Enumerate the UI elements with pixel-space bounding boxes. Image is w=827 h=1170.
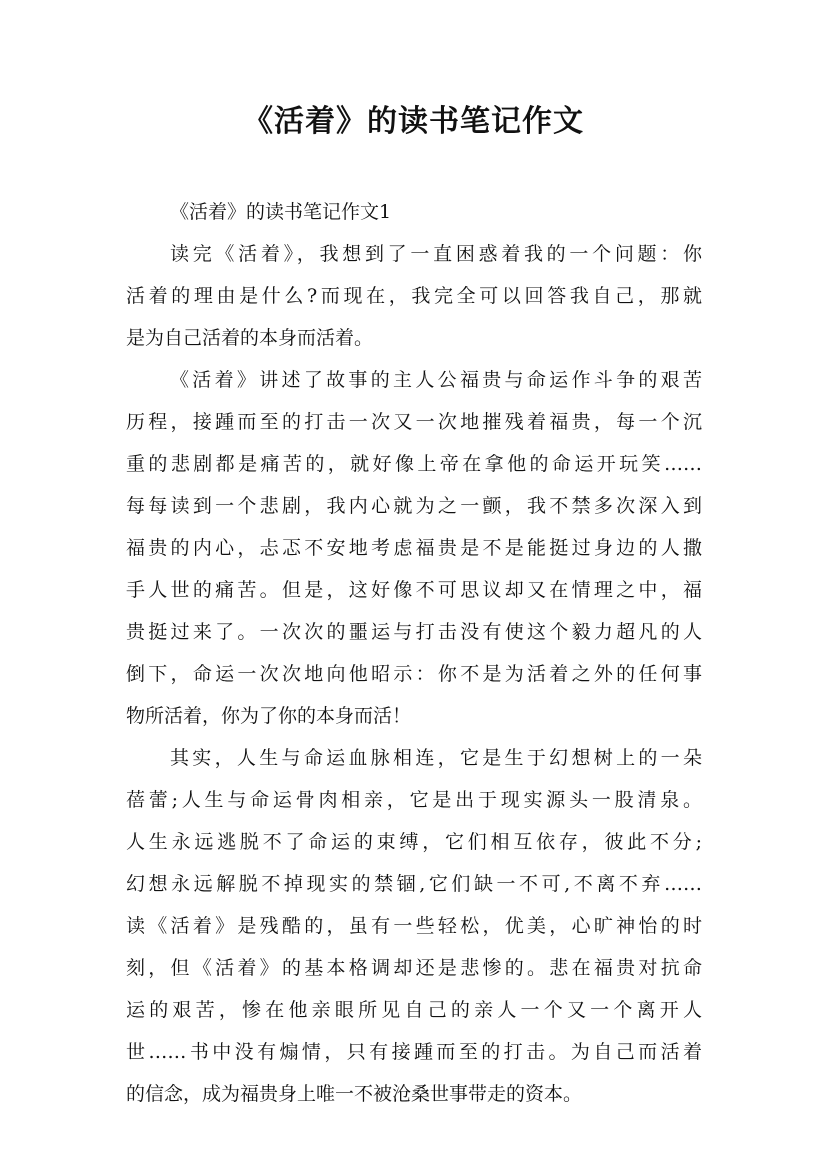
text-line: 其实，人生与命运血脉相连，它是生于幻想树上的一朵 [170,747,702,769]
text-line: 读《活着》是残酷的，虽有一些轻松，优美，心旷神怡的时 [126,915,702,937]
text-line: 刻，但《活着》的基本格调却还是悲惨的。悲在福贵对抗命 [126,957,702,979]
text-line: 人生永远逃脱不了命运的束缚，它们相互依存，彼此不分; [126,831,702,853]
text-line: 《活着》讲述了故事的主人公福贵与命运作斗争的艰苦 [170,369,702,391]
paragraph-1 [126,233,702,359]
paragraph-2 [126,359,702,737]
text-line: 每每读到一个悲剧，我内心就为之一颤，我不禁多次深入到 [126,495,702,517]
paragraph-3 [126,737,702,1115]
essay-subheading: 《活着》的读书笔记作文1 [170,201,392,223]
text-line: 世……书中没有煽情，只有接踵而至的打击。为自己而活着 [126,1041,702,1063]
text-line: 运的艰苦，惨在他亲眼所见自己的亲人一个又一个离开人 [126,999,702,1021]
text-line: 历程，接踵而至的打击一次又一次地摧残着福贵，每一个沉 [126,411,702,433]
text-line: 活着的理由是什么?而现在，我完全可以回答我自己，那就 [126,285,702,307]
document-body [126,191,702,1115]
document-title: 《活着》的读书笔记作文 [243,104,584,139]
text-line: 倒下，命运一次次地向他昭示：你不是为活着之外的任何事 [126,663,702,685]
text-line: 物所活着，你为了你的本身而活！ [126,705,412,727]
text-line: 贵挺过来了。一次次的噩运与打击没有使这个毅力超凡的人 [126,621,702,643]
text-line: 重的悲剧都是痛苦的，就好像上帝在拿他的命运开玩笑…… [126,453,702,475]
text-line: 手人世的痛苦。但是，这好像不可思议却又在情理之中，福 [126,579,702,601]
text-line: 蓓蕾;人生与命运骨肉相亲，它是出于现实源头一股清泉。 [126,789,702,811]
text-line: 是为自己活着的本身而活着。 [126,327,374,349]
text-line: 读完《活着》，我想到了一直困惑着我的一个问题：你 [170,243,702,265]
text-line: 幻想永远解脱不掉现实的禁锢,它们缺一不可,不离不弃…… [126,873,702,895]
text-line: 的信念，成为福贵身上唯一不被沧桑世事带走的资本。 [126,1083,583,1105]
text-line: 福贵的内心，忐忑不安地考虑福贵是不是能挺过身边的人撒 [126,537,702,559]
